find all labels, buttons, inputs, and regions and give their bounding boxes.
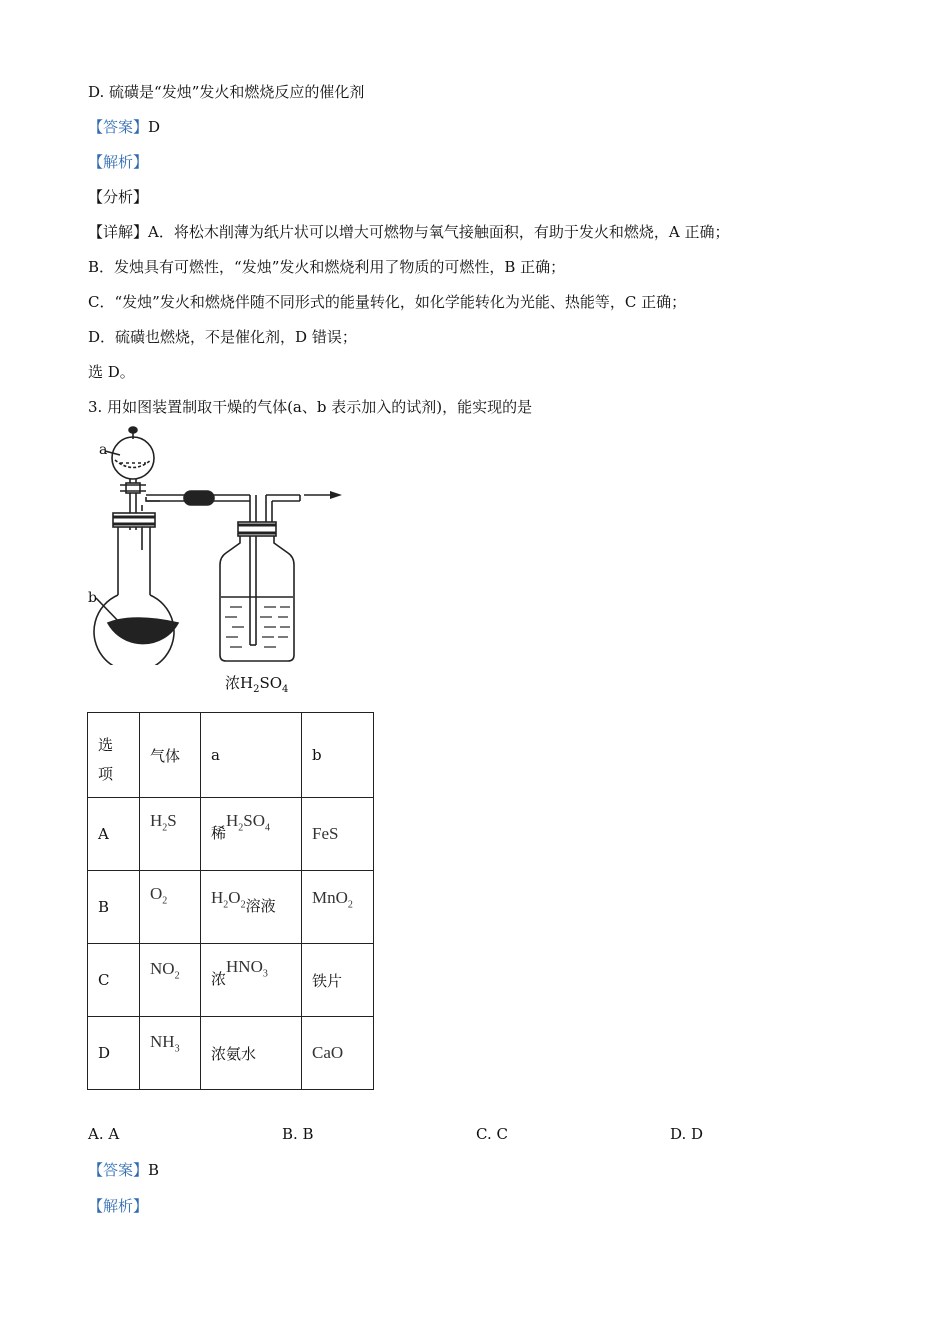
q3-answer-value: B: [148, 1161, 160, 1179]
conclusion-text: 选 D。: [88, 363, 135, 381]
gas-cell: $H_2S$: [140, 798, 201, 871]
apparatus-diagram: [80, 425, 350, 665]
option-cell: A: [88, 798, 140, 871]
q3-answer-label: 【答案】: [88, 1161, 149, 1179]
choice-a[interactable]: A. A: [88, 1125, 120, 1143]
detail-b-text: B．发烛具有可燃性，“发烛”发火和燃烧利用了物质的可燃性，B 正确；: [88, 258, 566, 276]
header-a: a: [201, 713, 302, 798]
reagent-a-cell: $H_2O_2$溶液: [201, 871, 302, 944]
answer-value: D: [148, 118, 161, 136]
detail-c-text: C．“发烛”发火和燃烧伴随不同形式的能量转化，如化学能转化为光能、热能等，C 正确；: [88, 293, 687, 311]
fenxi-label: 【分析】: [88, 188, 149, 206]
reagent-b-cell: MnO$_2$: [302, 871, 374, 944]
figure-caption: 浓$H_2SO_4$: [225, 674, 289, 695]
gas-cell: $NH_3$: [140, 1017, 201, 1090]
label-b: b: [88, 590, 97, 606]
table-header-row: [88, 713, 374, 798]
analysis-label: 【解析】: [88, 153, 149, 171]
reagent-a-cell: 浓$HNO_3$: [201, 944, 302, 1017]
reagent-b-cell: FeS: [302, 798, 374, 871]
gas-cell: $NO_2$: [140, 944, 201, 1017]
table-row: [88, 798, 374, 871]
gas-cell: $O_2$: [140, 871, 201, 944]
header-b: b: [302, 713, 374, 798]
choice-d[interactable]: D. D: [670, 1125, 704, 1143]
label-a: a: [99, 442, 108, 458]
question-3-stem: 3. 用如图装置制取干燥的气体(a、b 表示加入的试剂)，能实现的是: [88, 398, 533, 416]
detail-a-text: A．将松木削薄为纸片状可以增大可燃物与氧气接触面积，有助于发火和燃烧，A 正确；: [148, 223, 730, 241]
choice-b[interactable]: B. B: [282, 1125, 314, 1143]
reagent-a-cell: 稀$H_2SO_4$: [201, 798, 302, 871]
table-row: [88, 871, 374, 944]
detail-label: 【详解】: [88, 223, 149, 241]
detail-line-a: [88, 222, 729, 242]
header-option: 选 项: [88, 713, 140, 798]
option-d-text: D. 硫磺是“发烛”发火和燃烧反应的催化剂: [88, 83, 365, 101]
choice-c[interactable]: C. C: [476, 1125, 508, 1143]
q3-analysis-label: 【解析】: [88, 1197, 149, 1215]
reagent-a-cell: 浓氨水: [201, 1017, 302, 1090]
header-gas: 气体: [140, 713, 201, 798]
option-cell: B: [88, 871, 140, 944]
option-cell: C: [88, 944, 140, 1017]
detail-d-text: D．硫磺也燃烧，不是催化剂，D 错误；: [88, 328, 357, 346]
table-row: [88, 1017, 374, 1090]
option-cell: D: [88, 1017, 140, 1090]
choices-row: [0, 1125, 950, 1145]
reagent-b-cell: CaO: [302, 1017, 374, 1090]
reagent-b-cell: 铁片: [302, 944, 374, 1017]
table-row: [88, 944, 374, 1017]
answer-line: [88, 117, 160, 137]
q3-answer-line: [88, 1160, 159, 1180]
answer-label: 【答案】: [88, 118, 149, 136]
options-table: [87, 712, 374, 1090]
